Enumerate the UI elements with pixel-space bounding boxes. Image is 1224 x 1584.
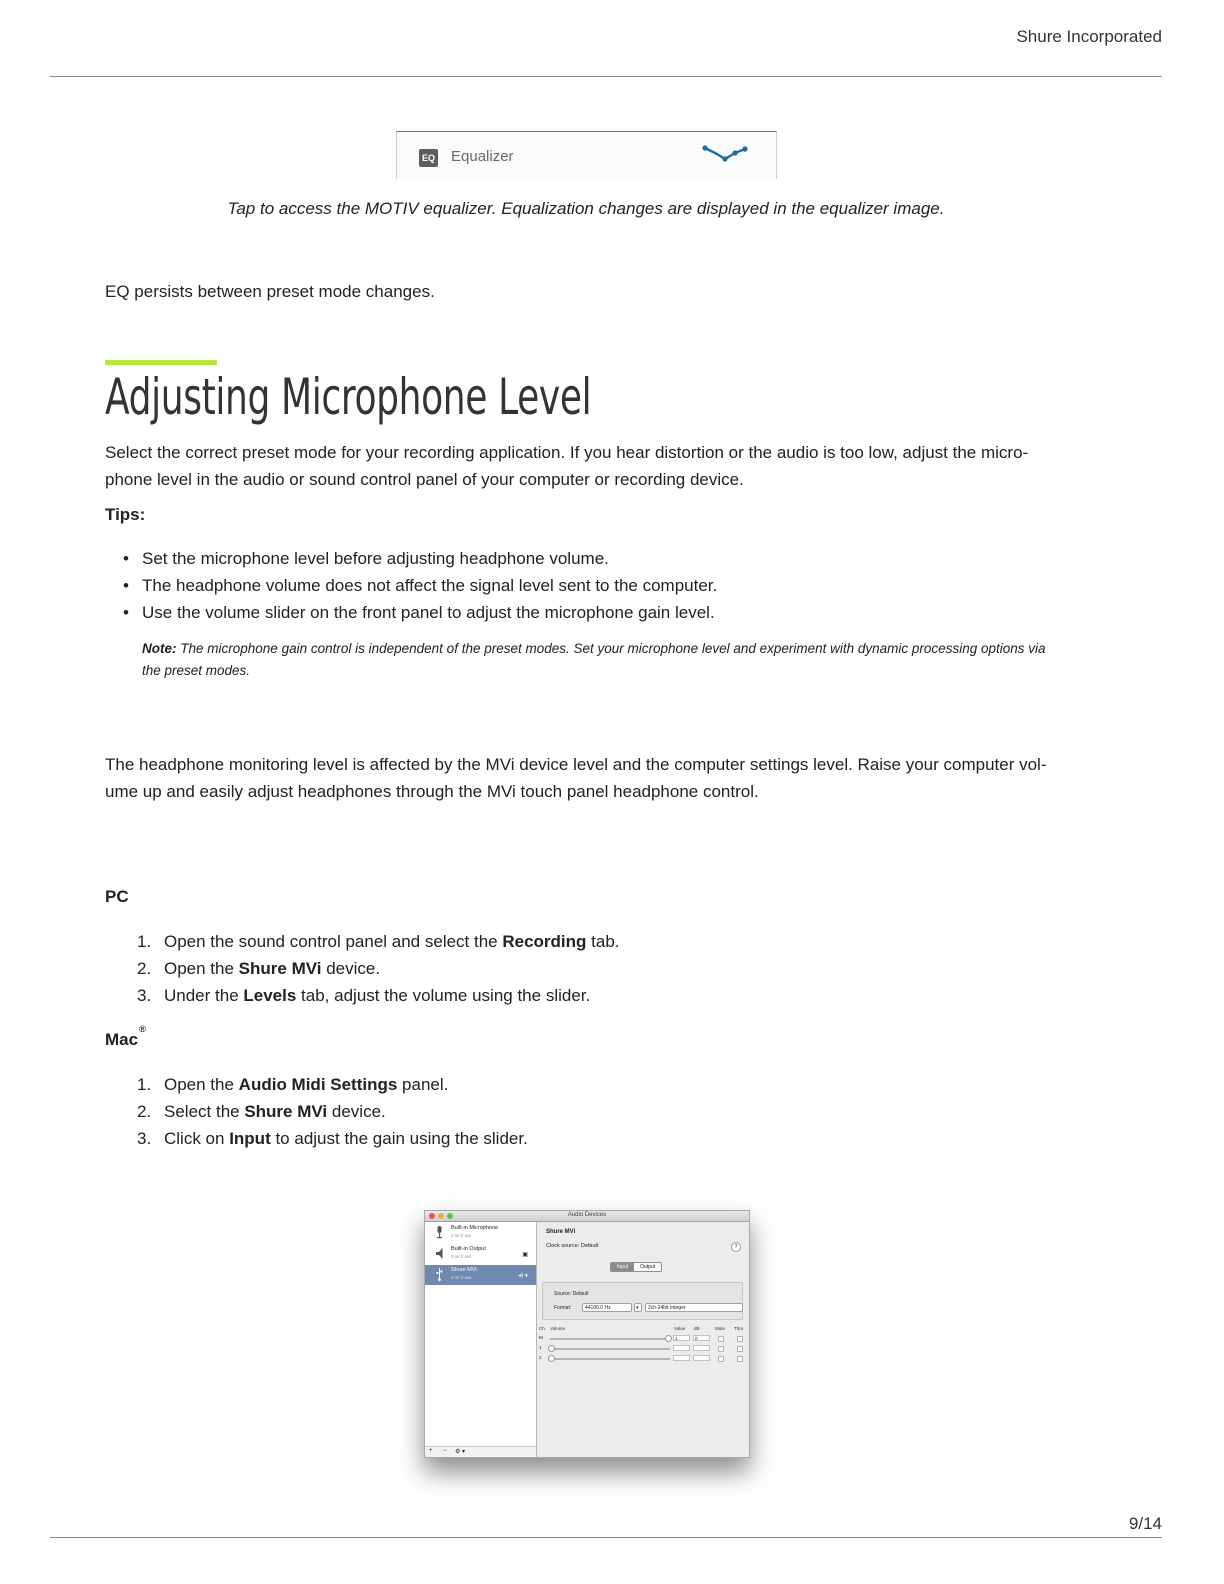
tip-item: • Set the microphone level before adjusting headphone volume. [105,545,1105,572]
mac-steps [105,1071,1105,1152]
column-volume: Volume [550,1326,566,1331]
header-rule [50,76,1162,77]
value-field[interactable] [673,1355,690,1361]
window-title: Audio Devices [567,1212,607,1218]
clock-source: Clock source: Default [546,1243,599,1249]
db-field[interactable]: 0 [693,1335,710,1341]
step-number: 1. [137,932,152,951]
pc-step: 1. Open the sound control panel and select the Recording tab. [105,928,1105,955]
channel-label: 2 [539,1355,542,1360]
volume-slider[interactable] [550,1348,670,1350]
equalizer-label: Equalizer [451,148,514,165]
microphone-icon [436,1226,443,1239]
volume-slider[interactable] [550,1338,670,1340]
column-mute: Mute [715,1326,726,1331]
tip-item: • The headphone volume does not affect the signal level sent to the computer. [105,572,1105,599]
header-company: Shure Incorporated [1016,27,1162,46]
monitoring-paragraph [105,751,1105,805]
section-intro-line-2: phone level in the audio or sound control panel of your computer or recording device. [105,470,744,489]
step-number: 2. [137,959,152,978]
device-row-built-in-microphone[interactable] [425,1223,536,1243]
eq-badge-icon: EQ [419,149,438,167]
thru-checkbox[interactable] [737,1336,743,1342]
note-block [142,638,1102,682]
step-number: 3. [137,986,152,1005]
tab-output[interactable]: Output [634,1263,661,1271]
mac-step: 3. Click on Input to adjust the gain using the slider. [105,1125,1105,1152]
step-number: 3. [137,1129,152,1148]
equalizer-curve-icon [701,140,751,166]
usb-icon [436,1268,443,1281]
column-thru: Thru [734,1326,744,1331]
mac-label: Mac® [105,1024,146,1049]
add-device-button[interactable]: + [429,1448,433,1454]
step-number: 1. [137,1075,152,1094]
input-output-tabs [610,1262,662,1272]
db-field[interactable] [693,1345,710,1351]
mac-step: 2. Select the Shure MVi device. [105,1098,1105,1125]
section-accent-bar [105,360,217,365]
device-io: 0 in/ 2 out [451,1254,471,1259]
section-intro [105,439,1105,493]
thru-checkbox[interactable] [737,1356,743,1362]
remove-device-button[interactable]: − [443,1448,447,1454]
default-io-icon: ◂) ♦ [518,1273,528,1279]
step-number: 2. [137,1102,152,1121]
device-name: Built-in Output [451,1246,486,1252]
device-name: Shure MVi [451,1267,477,1273]
eq-persists-text: EQ persists between preset mode changes. [105,282,435,301]
column-ch: Ch [539,1326,545,1331]
sidebar-toolbar [425,1446,536,1457]
device-row-shure-mvi[interactable] [425,1265,536,1285]
help-button[interactable]: ? [731,1242,741,1252]
selected-device-name: Shure MVi [546,1229,576,1235]
device-detail-pane [537,1222,749,1457]
monitoring-line-2: ume up and easily adjust headphones through the MVi touch panel headphone control. [105,782,759,801]
mute-checkbox[interactable] [718,1346,724,1352]
note-label: Note: [142,641,177,656]
mac-step: 1. Open the Audio Midi Settings panel. [105,1071,1105,1098]
pc-step: 3. Under the Levels tab, adjust the volume using the slider. [105,982,1105,1009]
format-group [542,1282,743,1320]
source-value: Source: Default [554,1291,589,1297]
sample-rate-arrow-icon[interactable]: ▾ [634,1303,642,1312]
volume-slider[interactable] [550,1358,670,1360]
registered-mark: ® [139,1024,146,1034]
value-field[interactable] [673,1345,690,1351]
section-title: Adjusting Microphone Level [105,368,592,426]
pc-steps [105,928,1105,1009]
db-field[interactable] [693,1355,710,1361]
tip-item: • Use the volume slider on the front panel to adjust the microphone gain level. [105,599,1105,626]
equalizer-figure [396,131,777,179]
section-intro-line-1: Select the correct preset mode for your recording application. If you hear distortion or the audio is too low, adjust the micro- [105,443,1029,462]
window-titlebar [425,1211,749,1222]
tips-list [105,545,1105,626]
thru-checkbox[interactable] [737,1346,743,1352]
sample-rate-select[interactable]: 44100.0 Hz [582,1303,632,1312]
page-number: 9/14 [1128,1514,1162,1533]
channel-label: 1 [539,1345,542,1350]
value-field[interactable]: 1 [673,1335,690,1341]
volume-slider-knob[interactable] [665,1335,672,1342]
audio-devices-window [424,1210,750,1458]
default-output-icon: ▣ [522,1252,528,1258]
gear-icon[interactable]: ⚙ ▾ [455,1449,466,1455]
bit-format-select[interactable]: 2ch-24bit Integer [645,1303,743,1312]
device-io: 2 in/ 2 out [451,1275,471,1280]
device-name: Built-in Microphone [451,1225,499,1231]
figure-caption: Tap to access the MOTIV equalizer. Equalization changes are displayed in the equalizer image. [227,199,945,218]
tips-label: Tips: [105,505,146,524]
pc-label: PC [105,887,129,906]
device-list [425,1222,537,1457]
monitoring-line-1: The headphone monitoring level is affected by the MVi device level and the computer settings level. Raise your computer vol- [105,755,1047,774]
device-row-built-in-output[interactable] [425,1244,536,1264]
speaker-icon [436,1247,443,1260]
pc-step: 2. Open the Shure MVi device. [105,955,1105,982]
volume-slider-knob[interactable] [548,1355,555,1362]
volume-slider-knob[interactable] [548,1345,555,1352]
channel-label: M [539,1335,543,1340]
tab-input[interactable]: Input [611,1263,634,1271]
format-label: Format: [554,1305,572,1311]
note-line-1: The microphone gain control is independent of the preset modes. Set your microphone level and experiment with dynamic processing options via [180,641,1046,656]
footer-rule [50,1537,1162,1538]
column-value: Value [674,1326,686,1331]
note-line-2: the preset modes. [142,663,251,678]
column-db: dB [694,1326,700,1331]
mute-checkbox[interactable] [718,1336,724,1342]
device-io: 2 in/ 0 out [451,1233,471,1238]
mute-checkbox[interactable] [718,1356,724,1362]
